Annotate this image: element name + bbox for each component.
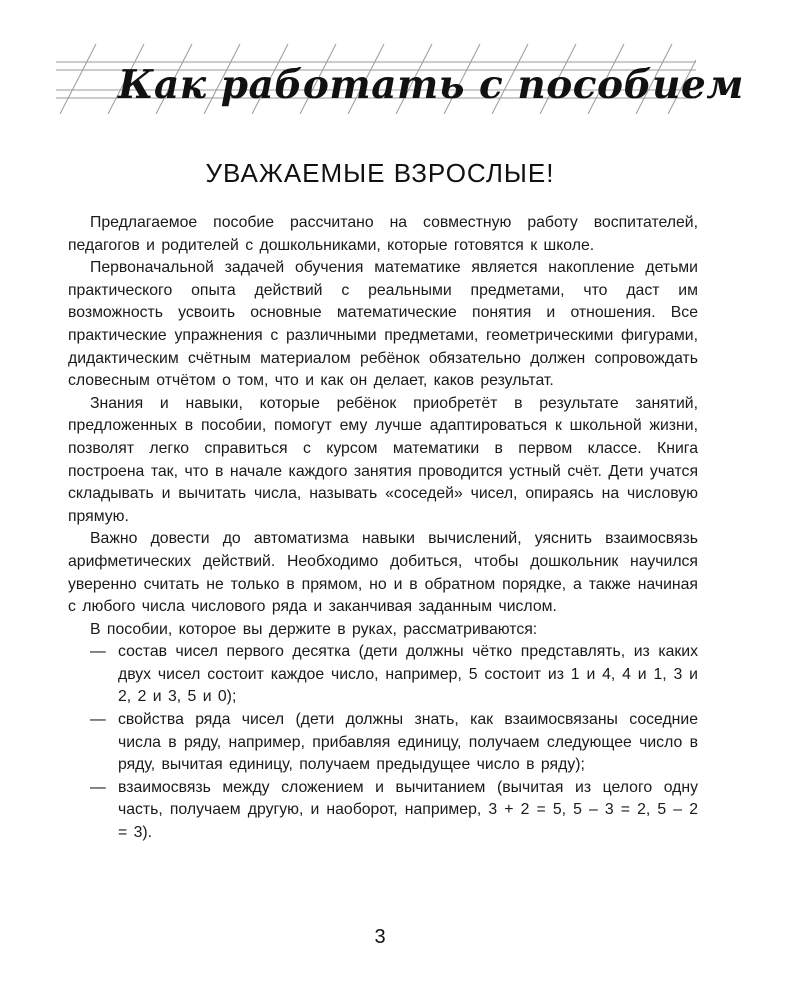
page-number: 3 <box>374 926 386 948</box>
list-item-text: свойства ряда чисел (дети должны знать, как взаимосвязаны соседние числа в ряду, например, прибавляя единицу, получаем следующее число в ряду, вычитая единицу, получаем предыдущее число в ряду); <box>118 711 698 774</box>
paragraph: Знания и навыки, которые ребёнок приобретёт в результате занятий, предложенных в пособии, помогут ему лучше адаптироваться к школьной жизни, позволят легко справиться с курсом математики в первом классе. Книга построена так, что в начале каждого занятия проводится устный счёт. Дети учатся складывать и вычитать числа, называть «соседей» чисел, опираясь на числовую прямую. <box>68 394 698 525</box>
list-dash: — <box>90 778 106 796</box>
list-item-text: состав чисел первого десятка (дети должны чётко представлять, из каких двух чисел состоит каждое число, например, 5 состоит из 1 и 4, 4 и 1, 3 и 2, 2 и 3, 5 и 0); <box>118 643 698 706</box>
page-heading: УВАЖАЕМЫЕ ВЗРОСЛЫЕ! <box>205 158 555 188</box>
list-dash: — <box>90 643 106 661</box>
paragraph: Предлагаемое пособие рассчитано на совместную работу воспитателей, педагогов и родителей с дошкольниками, которые готовятся к школе. <box>68 214 698 254</box>
chapter-header <box>56 40 744 120</box>
body-text <box>68 212 698 845</box>
chapter-title: Как работать с пособием <box>118 62 744 108</box>
list-item <box>68 777 698 845</box>
list-item-text: взаимосвязь между сложением и вычитанием (вычитая из целого одну часть, получаем другую, и наоборот, например, 3 + 2 = 5, 5 – 3 = 2, 5 – 2 = 3). <box>118 778 698 842</box>
list-dash: — <box>90 711 106 729</box>
topics-list <box>68 641 698 844</box>
paragraph: Важно довести до автоматизма навыки вычислений, уяснить взаимосвязь арифметических действий. Необходимо добиться, чтобы дошкольник научился уверенно считать не только в прямом, но и в обратном порядке, а также начиная с любого числа числового ряда и заканчивая заданным числом. <box>68 530 698 616</box>
list-item <box>68 641 698 709</box>
list-item <box>68 709 698 777</box>
paragraph: Первоначальной задачей обучения математике является накопление детьми практического опыта действий с реальными предметами, что даст им возможность усвоить основные математические понятия и отношения. Все практические упражнения с различными предметами, геометрическими фигурами, дидактическим счётным материалом ребёнок обязательно должен сопровождать словесным отчётом о том, что и как он делает, каков результат. <box>68 259 698 390</box>
paragraph: В пособии, которое вы держите в руках, рассматриваются: <box>90 620 538 638</box>
